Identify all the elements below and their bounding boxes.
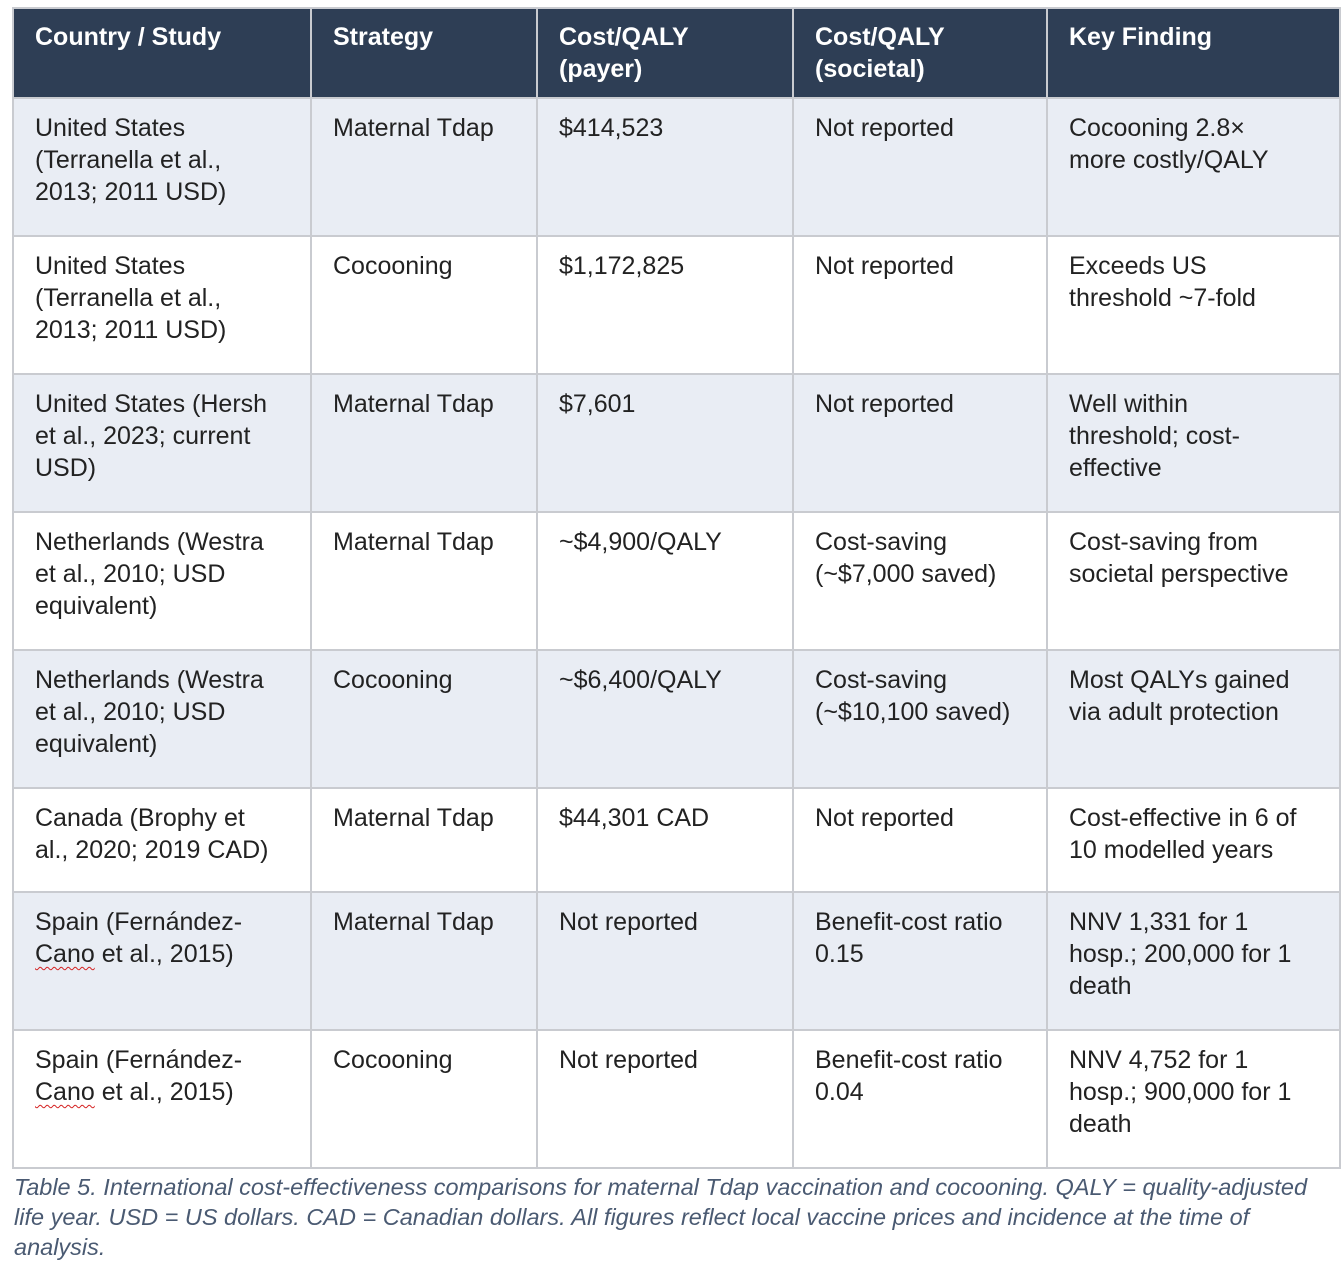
cell-country-study	[13, 512, 311, 650]
cell-country-study	[13, 98, 311, 236]
spellcheck-flagged-word: Cano	[35, 940, 95, 968]
cell-cost-societal: Not reported	[793, 236, 1047, 374]
cell-cost-payer: $7,601	[537, 374, 793, 512]
cell-cost-societal: Benefit-cost ratio 0.04	[793, 1030, 1047, 1168]
header-country-study: Country / Study	[13, 8, 311, 98]
study-line: al., 2020; 2019 CAD)	[35, 836, 269, 864]
cell-key-finding: Cost-effective in 6 of 10 modelled years	[1047, 788, 1340, 892]
table-row	[13, 98, 1340, 236]
cell-strategy: Maternal Tdap	[311, 512, 537, 650]
header-row	[13, 8, 1340, 98]
cell-strategy: Maternal Tdap	[311, 788, 537, 892]
cell-key-finding: Cocooning 2.8× more costly/QALY	[1047, 98, 1340, 236]
table-caption: Table 5. International cost-effectiveness comparisons for maternal Tdap vaccination and cocooning. QALY = quality-adjusted life year. USD = US dollars. CAD = Canadian dollars. All figures reflect local vaccine prices and incidence at the time of analysis.	[14, 1174, 1308, 1260]
cell-country-study	[13, 650, 311, 788]
study-line: (Terranella et al.,	[35, 284, 222, 312]
cell-cost-payer: $1,172,825	[537, 236, 793, 374]
study-line: Netherlands (Westra	[35, 666, 264, 694]
study-line: United States	[35, 114, 186, 142]
cost-effectiveness-table	[12, 7, 1341, 1169]
study-line: et al., 2015)	[94, 1078, 234, 1106]
study-line: equivalent)	[35, 592, 158, 620]
header-cost-qaly-payer: Cost/QALY (payer)	[537, 8, 793, 98]
cell-country-study	[13, 892, 311, 1030]
spellcheck-flagged-word: Cano	[35, 1078, 95, 1106]
header-key-finding: Key Finding	[1047, 8, 1340, 98]
study-line: Spain (Fernández-	[35, 1046, 243, 1074]
cell-cost-payer: $44,301 CAD	[537, 788, 793, 892]
cell-cost-payer: ~$6,400/QALY	[537, 650, 793, 788]
cell-cost-societal: Not reported	[793, 374, 1047, 512]
cell-strategy: Maternal Tdap	[311, 374, 537, 512]
cell-strategy: Maternal Tdap	[311, 892, 537, 1030]
cell-country-study	[13, 236, 311, 374]
cell-cost-societal: Cost-saving (~$7,000 saved)	[793, 512, 1047, 650]
cell-strategy: Cocooning	[311, 650, 537, 788]
study-line: 2013; 2011 USD)	[35, 178, 227, 206]
cell-strategy: Maternal Tdap	[311, 98, 537, 236]
study-line: et al., 2015)	[94, 940, 234, 968]
study-line: 2013; 2011 USD)	[35, 316, 227, 344]
cell-key-finding: Well within threshold; cost-effective	[1047, 374, 1340, 512]
cell-key-finding: NNV 1,331 for 1 hosp.; 200,000 for 1 death	[1047, 892, 1340, 1030]
cell-key-finding: Most QALYs gained via adult protection	[1047, 650, 1340, 788]
cell-strategy: Cocooning	[311, 1030, 537, 1168]
cell-cost-societal: Benefit-cost ratio 0.15	[793, 892, 1047, 1030]
cell-cost-payer: Not reported	[537, 1030, 793, 1168]
cell-cost-payer: Not reported	[537, 892, 793, 1030]
cell-cost-societal: Not reported	[793, 98, 1047, 236]
header-strategy: Strategy	[311, 8, 537, 98]
cell-cost-payer: ~$4,900/QALY	[537, 512, 793, 650]
study-line: United States	[35, 252, 186, 280]
cell-cost-societal: Cost-saving (~$10,100 saved)	[793, 650, 1047, 788]
study-line: et al., 2010; USD	[35, 698, 226, 726]
cell-country-study	[13, 788, 311, 892]
table-row	[13, 788, 1340, 892]
study-line: United States (Hersh	[35, 390, 268, 418]
table-row	[13, 1030, 1340, 1168]
table-row	[13, 512, 1340, 650]
cell-strategy: Cocooning	[311, 236, 537, 374]
header-cost-qaly-societal: Cost/QALY (societal)	[793, 8, 1047, 98]
cell-key-finding: Exceeds US threshold ~7-fold	[1047, 236, 1340, 374]
study-line: equivalent)	[35, 730, 158, 758]
table-row	[13, 892, 1340, 1030]
study-line: et al., 2010; USD	[35, 560, 226, 588]
cell-country-study	[13, 374, 311, 512]
study-line: et al., 2023; current	[35, 422, 251, 450]
study-line: USD)	[35, 454, 97, 482]
study-line: Canada (Brophy et	[35, 804, 245, 832]
study-line: Spain (Fernández-	[35, 908, 243, 936]
cell-key-finding: Cost-saving from societal perspective	[1047, 512, 1340, 650]
table-row	[13, 650, 1340, 788]
study-line: (Terranella et al.,	[35, 146, 222, 174]
cell-country-study	[13, 1030, 311, 1168]
cell-cost-payer: $414,523	[537, 98, 793, 236]
study-line: Netherlands (Westra	[35, 528, 264, 556]
table-row	[13, 236, 1340, 374]
cell-cost-societal: Not reported	[793, 788, 1047, 892]
cell-key-finding: NNV 4,752 for 1 hosp.; 900,000 for 1 death	[1047, 1030, 1340, 1168]
table-row	[13, 374, 1340, 512]
